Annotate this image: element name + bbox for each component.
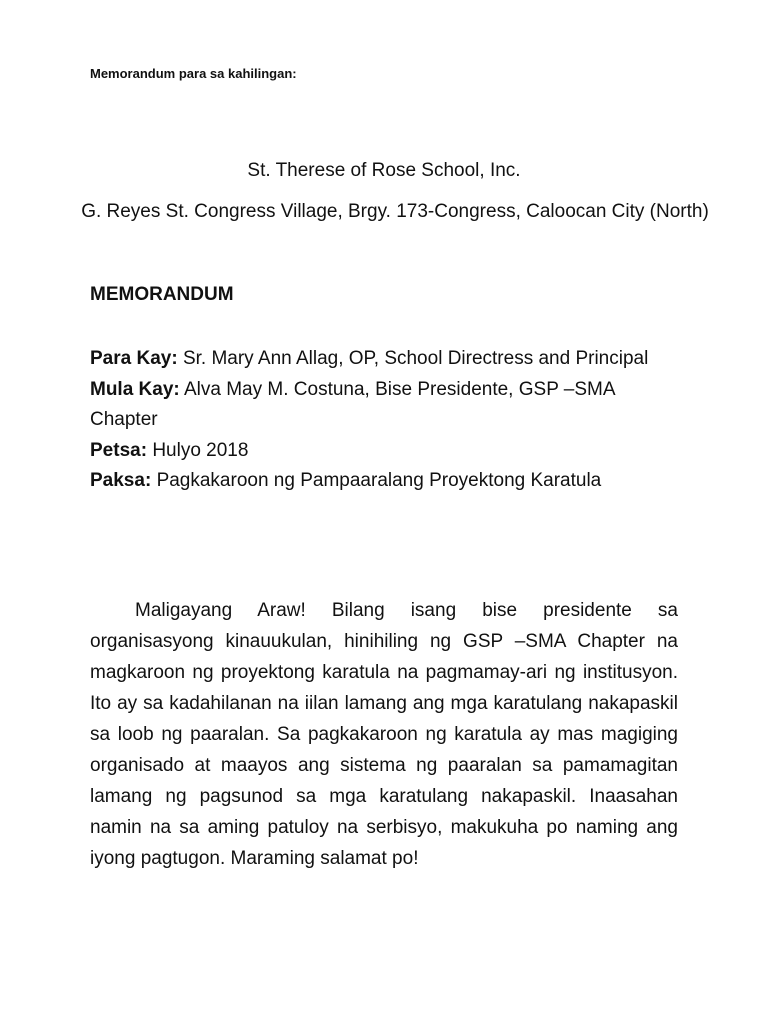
memo-body-paragraph: Maligayang Araw! Bilang isang bise presidente sa organisasyong kinauukulan, hinihiling ng GSP –SMA Chapter na magkaroon ng proyektong karatula na pagmamay-ari ng institusyon. Ito ay sa kadahilanan na iilan lamang ang mga karatulang nakapaskil sa loob ng paaralan. Sa pagkakaroon ng karatula ay mas magiging organisado at maayos ang sistema ng paaralan sa pamamagitan lamang ng pagsunod sa mga karatulang nakapaskil. Inaasahan namin na sa aming patuloy na serbisyo, makukuha po naming ang iyong pagtugon. Maraming salamat po! (90, 600, 678, 869)
school-address: G. Reyes St. Congress Village, Brgy. 173-Congress, Caloocan City (North) (81, 201, 709, 222)
memo-header-fields (90, 344, 650, 497)
field-subject-label: Paksa: (90, 470, 152, 491)
school-name: St. Therese of Rose School, Inc. (247, 160, 521, 181)
document-heading: Memorandum para sa kahilingan: (90, 66, 297, 81)
field-date-value: Hulyo 2018 (152, 439, 249, 461)
field-subject-value: Pagkakaroon ng Pampaaralang Proyektong Karatula (156, 470, 602, 491)
field-to-value: Sr. Mary Ann Allag, OP, School Directress and Principal (182, 348, 649, 369)
field-from (90, 375, 650, 436)
field-to-label: Para Kay: (90, 348, 178, 369)
field-from-value: Alva May M. Costuna, Bise Presidente, GSP –SMA Chapter (90, 378, 615, 430)
field-from-label: Mula Kay: (90, 378, 180, 400)
field-date (90, 436, 650, 467)
field-date-label: Petsa: (90, 439, 148, 461)
field-subject (90, 466, 650, 497)
memo-title: MEMORANDUM (90, 284, 234, 305)
field-to (90, 344, 650, 375)
